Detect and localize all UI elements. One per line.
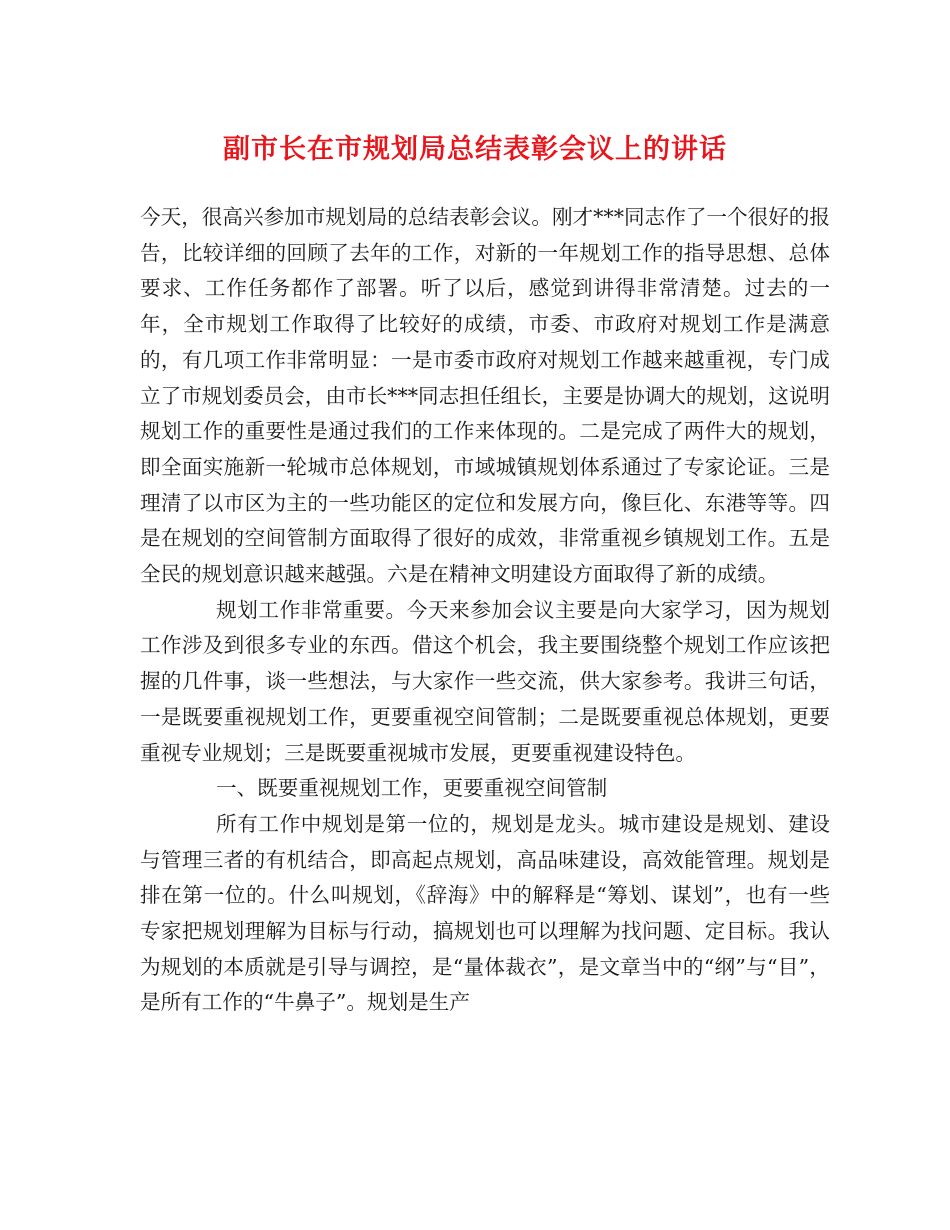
document-body: [140, 200, 830, 1021]
document-title: 副市长在市规划局总结表彰会议上的讲话: [223, 134, 727, 165]
section-heading-one: 一、既要重视规划工作，更要重视空间管制: [216, 776, 608, 801]
paragraph-opening: 今天，很高兴参加市规划局的总结表彰会议。刚才***同志作了一个很好的报告，比较详细的回顾了去年的工作，对新的一年规划工作的指导思想、总体要求、工作任务都作了部署。听了以后，感觉到讲得非常清楚。过去的一年，全市规划工作取得了比较好的成绩，市委、市政府对规划工作是满意的，有几项工作非常明显：一是市委市政府对规划工作越来越重视，专门成立了市规划委员会，由市长***同志担任组长，主要是协调大的规划，这说明规划工作的重要性是通过我们的工作来体现的。二是完成了两件大的规划，即全面实施新一轮城市总体规划，市域城镇规划体系通过了专家论证。三是理清了以市区为主的一些功能区的定位和发展方向，像巨化、东港等等。四是在规划的空间管制方面取得了很好的成效，非常重视乡镇规划工作。五是全民的规划意识越来越强。六是在精神文明建设方面取得了新的成绩。: [140, 205, 830, 587]
paragraph-importance: 规划工作非常重要。今天来参加会议主要是向大家学习，因为规划工作涉及到很多专业的东西。借这个机会，我主要围绕整个规划工作应该把握的几件事，谈一些想法，与大家作一些交流，供大家参考。我讲三句话，一是既要重视规划工作，更要重视空间管制；二是既要重视总体规划，更要重视专业规划；三是既要重视城市发展，更要重视建设特色。: [140, 597, 830, 765]
paragraph-planning-first: 所有工作中规划是第一位的，规划是龙头。城市建设是规划、建设与管理三者的有机结合，即高起点规划，高品味建设，高效能管理。规划是排在第一位的。什么叫规划，《辞海》中的解释是“筹划、谋划”，也有一些专家把规划理解为目标与行动，搞规划也可以理解为找问题、定目标。我认为规划的本质就是引导与调控，是“量体裁衣”，是文章当中的“纲”与“目”，是所有工作的“牛鼻子”。规划是生产: [140, 811, 830, 1015]
